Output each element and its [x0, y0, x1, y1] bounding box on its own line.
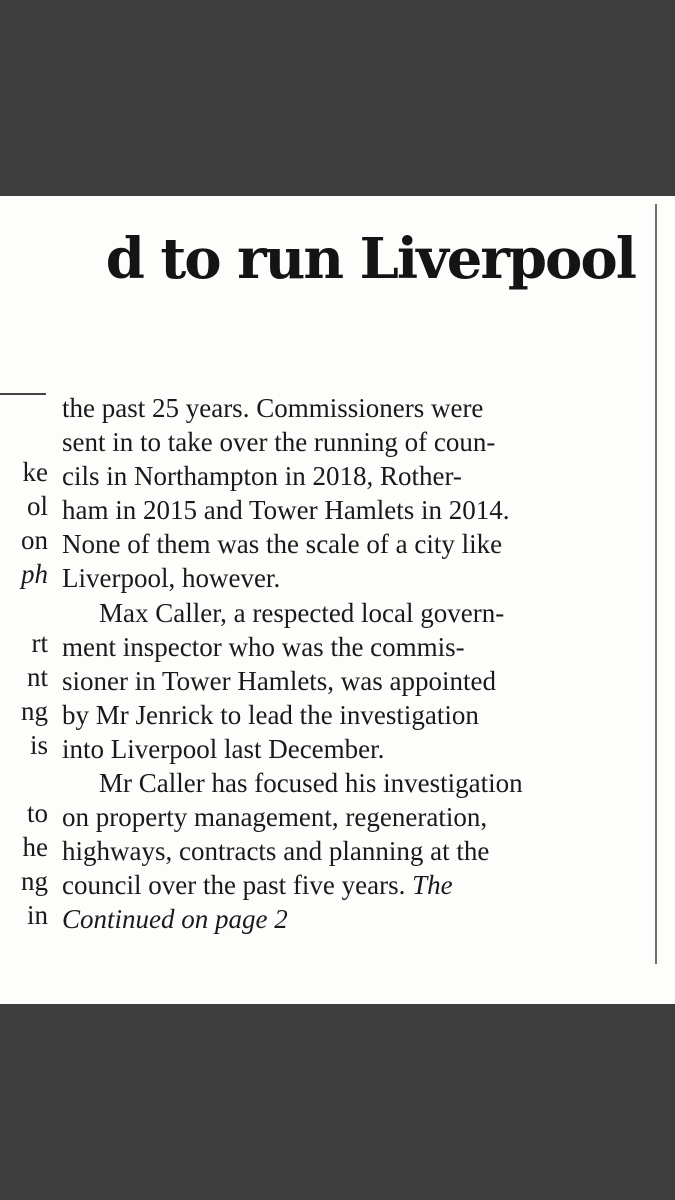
article-line-text: cils in Northampton in 2018, Rother- [62, 461, 462, 492]
article-line-text: into Liverpool last December. [62, 733, 385, 764]
article-line-text: the past 25 years. Commissioners were [62, 393, 484, 423]
article-line [62, 834, 646, 868]
left-fragment: nt [26, 661, 48, 692]
article-line-italic-tail: The [412, 870, 453, 901]
article-line [62, 868, 646, 902]
article-line-text: sioner in Tower Hamlets, was appointed [62, 665, 497, 696]
article-line [62, 732, 646, 766]
left-fragment: ng [21, 695, 48, 726]
left-fragment: in [26, 900, 48, 931]
article-line-text: ment inspector who was the commis- [62, 631, 465, 662]
headline [0, 214, 655, 314]
article-line [62, 630, 646, 664]
article-line [62, 902, 646, 936]
headline-text: d to run Liverpool [105, 226, 635, 292]
article-line-text: sent in to take over the running of coun- [62, 427, 496, 458]
left-column-rule [0, 393, 46, 395]
article-line-text: Liverpool, however. [62, 563, 281, 594]
article-line-text: Mr Caller has focused his investigation [99, 768, 523, 799]
left-fragment: is [29, 729, 48, 760]
left-fragment: ke [22, 457, 48, 487]
article-line [62, 766, 646, 800]
article-line-text: on property management, regeneration, [62, 802, 488, 833]
left-fragment: ol [26, 491, 48, 522]
article-line [62, 698, 646, 732]
newspaper-clipping [0, 196, 675, 1004]
left-fragment: ph [21, 559, 48, 590]
article-line [62, 596, 646, 630]
article-line-text: ham in 2015 and Tower Hamlets in 2014. [62, 495, 510, 526]
article-line [62, 459, 646, 493]
article-line-text: highways, contracts and planning at the [62, 836, 490, 867]
article-line [62, 664, 646, 698]
left-fragment: on [21, 525, 48, 556]
article-line [62, 561, 646, 595]
article-line-text: Continued on page 2 [62, 904, 288, 935]
article-line-text: None of them was the scale of a city like [62, 529, 503, 560]
left-fragment: ng [21, 866, 48, 897]
article-line-text: by Mr Jenrick to lead the investigation [62, 699, 479, 730]
article-line [62, 391, 646, 425]
article-line [62, 527, 646, 561]
article-line [62, 425, 646, 459]
left-fragment: rt [31, 627, 48, 658]
article-line [62, 800, 646, 834]
article-line-text: council over the past five years. [62, 870, 413, 901]
article-body [62, 391, 646, 937]
column-divider [655, 204, 657, 964]
article-line-text: Max Caller, a respected local govern- [99, 597, 505, 628]
article-line [62, 493, 646, 527]
left-fragment: he [22, 832, 48, 863]
left-fragment: to [26, 798, 48, 828]
